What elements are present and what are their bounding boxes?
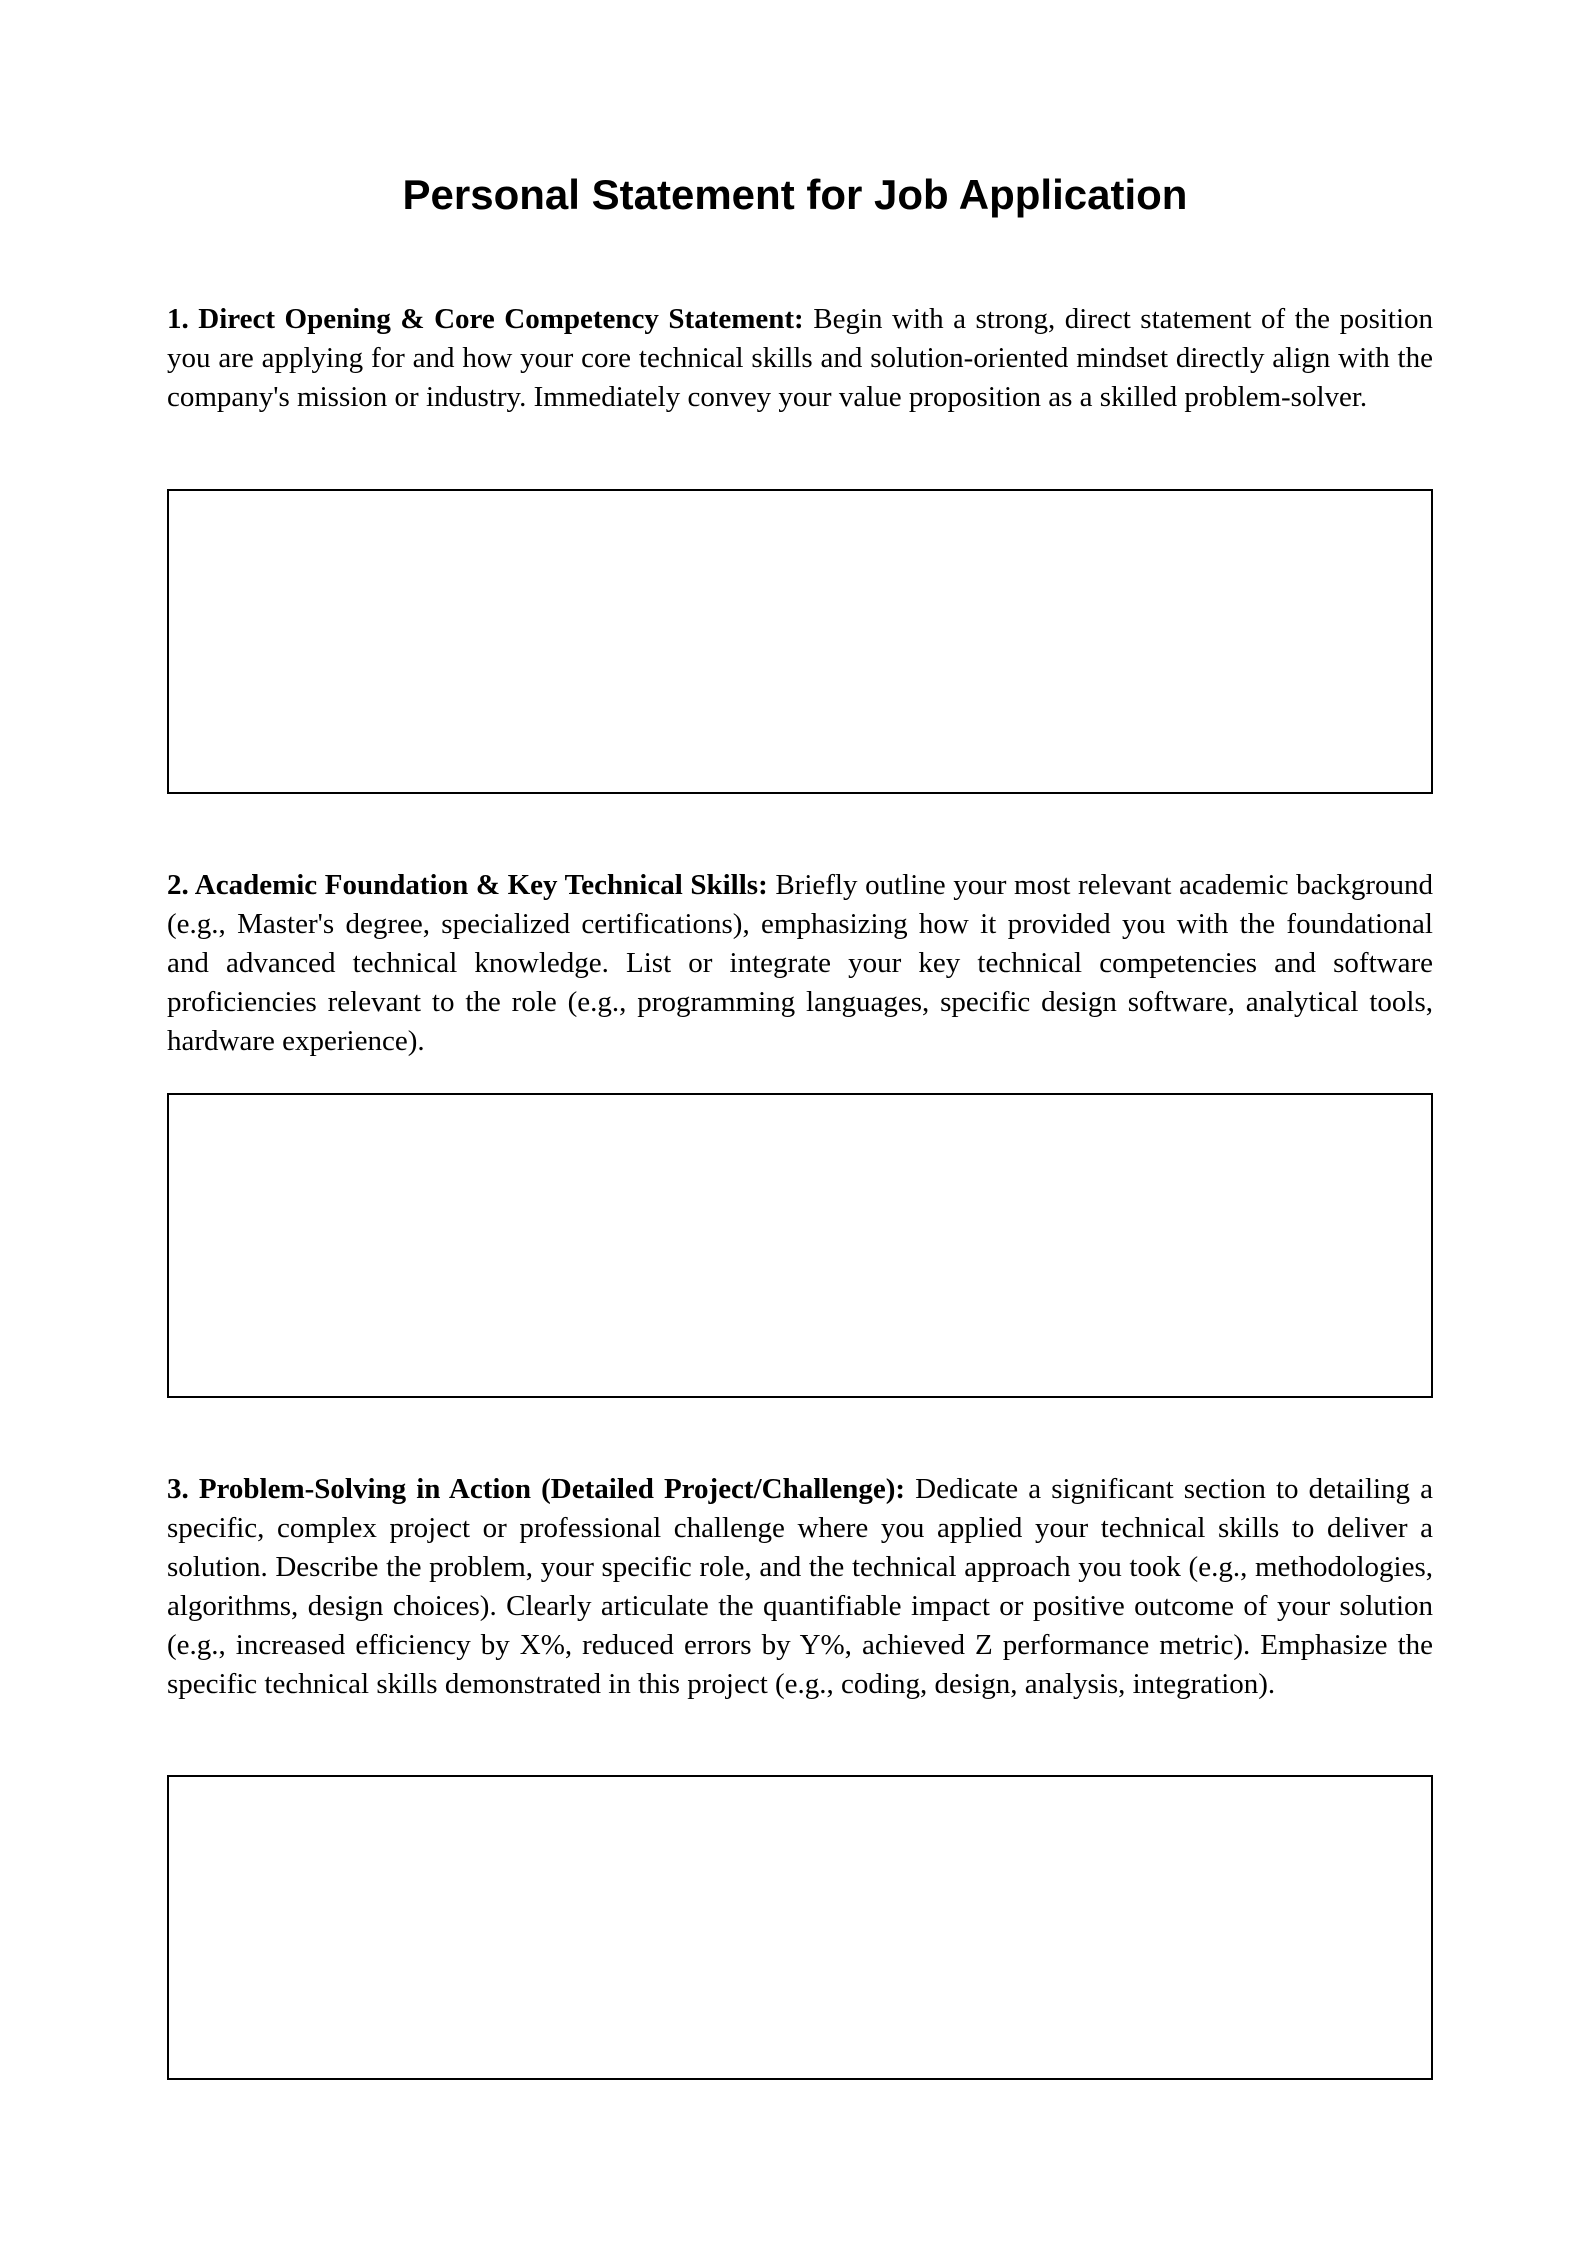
section-1-body: Begin with a strong, direct statement of the position you are applying for and how your core technical skills and solution-oriented mindset directly align with the company's mission or industry. Immediately convey your value proposition as a skilled problem-solver. <box>167 303 1434 413</box>
section-1-heading: 1. Direct Opening & Core Competency Statement: <box>167 303 804 335</box>
section-2-answer-box[interactable] <box>167 1093 1433 1398</box>
page-title: Personal Statement for Job Application <box>402 171 1188 218</box>
section-3-body: Dedicate a significant section to detailing a specific, complex project or professional challenge where you applied your technical skills to deliver a solution. Describe the problem, your specific role, and the technical approach you took (e.g., methodologies, algorithms, design choices). Clearly articulate the quantifiable impact or positive outcome of your solution (e.g., increased efficiency by X%, reduced errors by Y%, achieved Z performance metric). Emphasize the specific technical skills demonstrated in this project (e.g., coding, design, analysis, integration). <box>167 1473 1434 1700</box>
section-2-prompt <box>167 866 1433 1061</box>
section-3-answer-box[interactable] <box>167 1775 1433 2080</box>
section-1-prompt <box>167 300 1433 417</box>
section-2-body: Briefly outline your most relevant academic background (e.g., Master's degree, specialized certifications), emphasizing how it provided you with the foundational and advanced technical knowledge. List or integrate your key technical competencies and software proficiencies relevant to the role (e.g., programming languages, specific design software, analytical tools, hardware experience). <box>167 869 1433 1057</box>
section-3-prompt <box>167 1470 1433 1704</box>
section-1-answer-box[interactable] <box>167 489 1433 794</box>
section-2-heading: 2. Academic Foundation & Key Technical Skills: <box>167 869 768 901</box>
section-3-heading: 3. Problem-Solving in Action (Detailed Project/Challenge): <box>167 1473 906 1505</box>
